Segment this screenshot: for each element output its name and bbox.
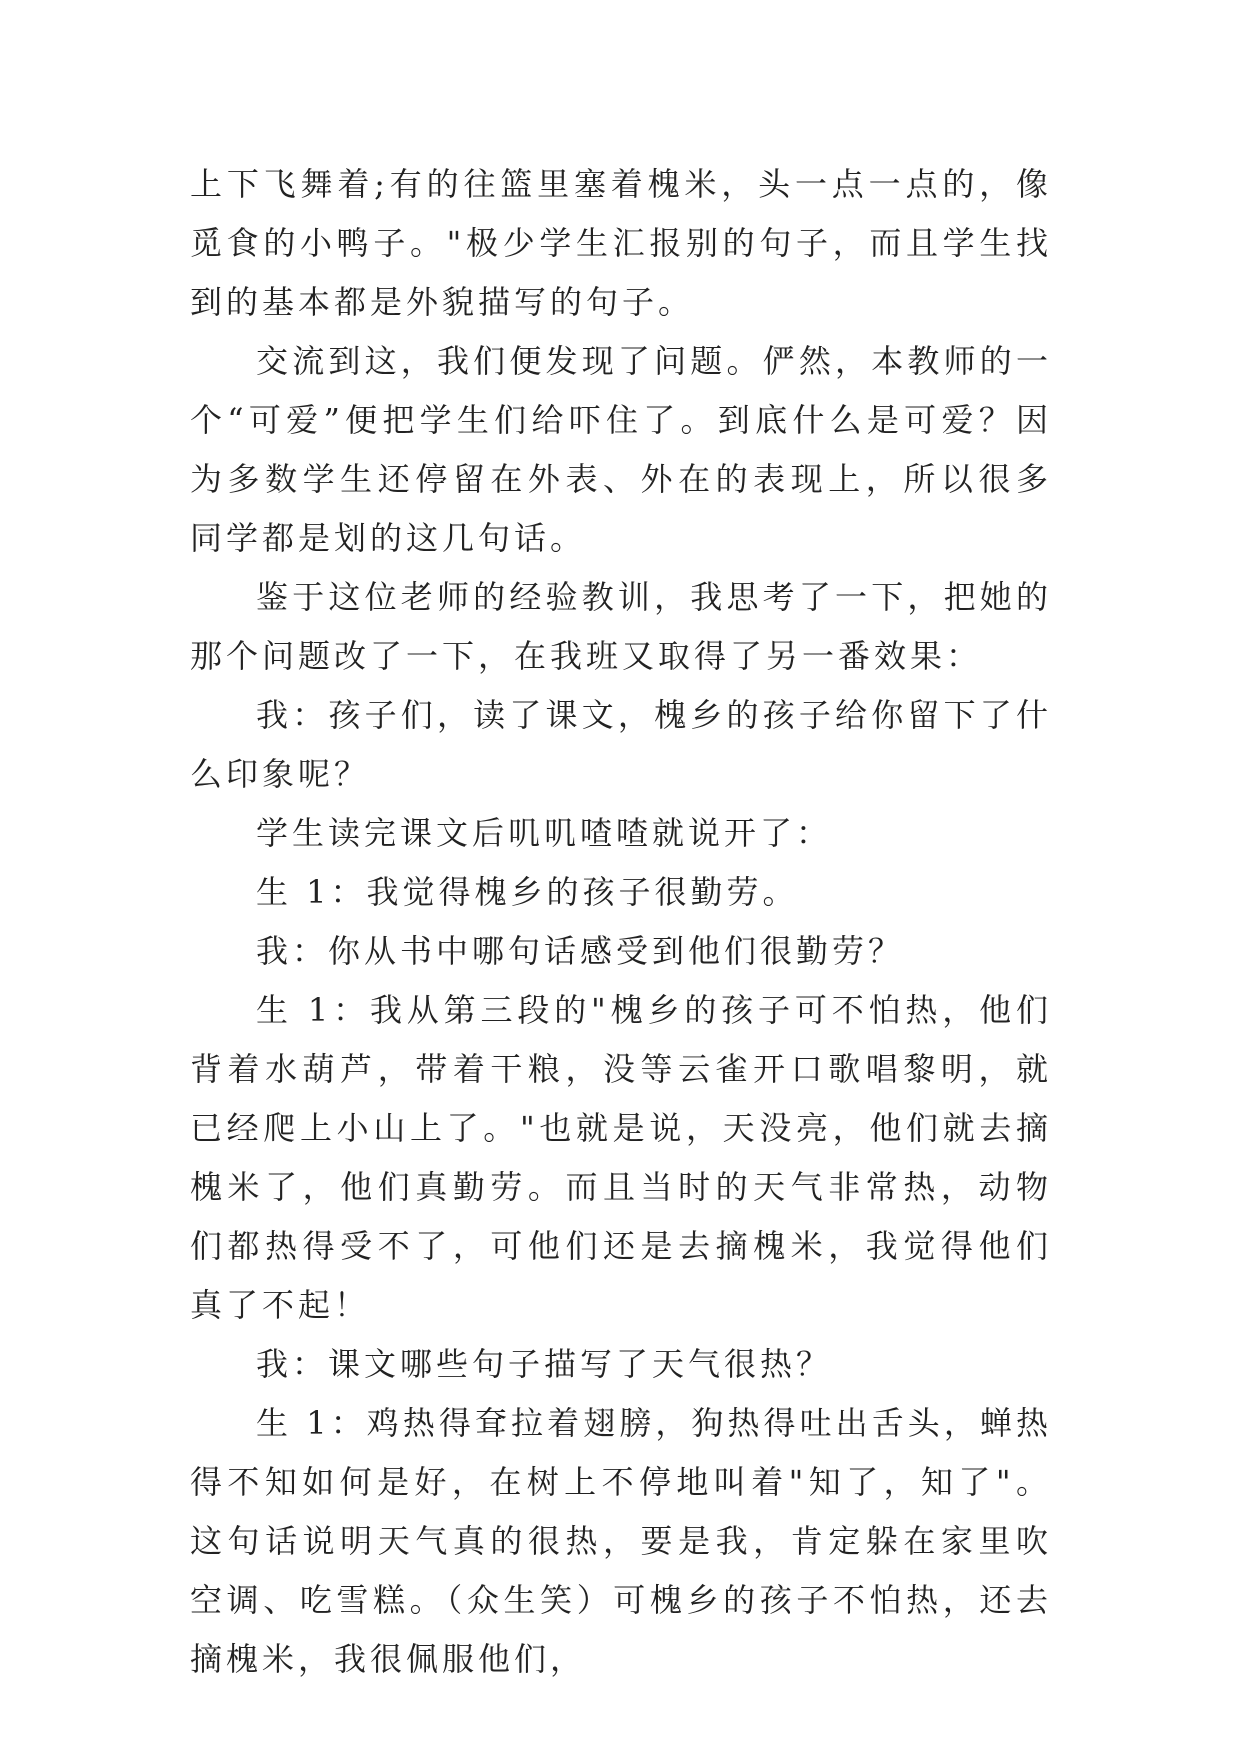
paragraph-5: 学生读完课文后叽叽喳喳就说开了：	[256, 814, 833, 852]
paragraph-4: 我：孩子们，读了课文，槐乡的孩子给你留下了什么印象呢？	[190, 696, 1052, 793]
paragraph-2: 交流到这，我们便发现了问题。俨然，本教师的一个“可爱”便把学生们给吓住了。到底什么是可爱？因为多数学生还停留在外表、外在的表现上，所以很多同学都是划的这几句话。	[190, 342, 1052, 557]
paragraph-3: 鉴于这位老师的经验教训，我思考了一下，把她的那个问题改了一下，在我班又取得了另一番效果：	[190, 578, 1052, 675]
paragraph-9: 我：课文哪些句子描写了天气很热？	[256, 1345, 833, 1383]
paragraph-8: 生 1：我从第三段的"槐乡的孩子可不怕热，他们背着水葫芦，带着干粮，没等云雀开口歌唱黎明，就已经爬上小山上了。"也就是说，天没亮，他们就去摘槐米了，他们真勤劳。而且当时的天气非常热，动物们都热得受不了，可他们还是去摘槐米，我觉得他们真了不起！	[190, 991, 1052, 1324]
paragraph-7: 我：你从书中哪句话感受到他们很勤劳？	[256, 932, 905, 970]
paragraph-6: 生 1：我觉得槐乡的孩子很勤劳。	[256, 873, 799, 911]
paragraph-10: 生 1：鸡热得耷拉着翅膀，狗热得吐出舌头，蝉热得不知如何是好，在树上不停地叫着"知了，知了"。这句话说明天气真的很热，要是我，肯定躲在家里吹空调、吃雪糕。（众生笑）可槐乡的孩子不怕热，还去摘槐米，我很佩服他们，	[190, 1404, 1052, 1678]
body-text	[190, 155, 1052, 1689]
paragraph-1: 上下飞舞着;有的往篮里塞着槐米，头一点一点的，像觅食的小鸭子。"极少学生汇报别的句子，而且学生找到的基本都是外貌描写的句子。	[190, 165, 1052, 321]
